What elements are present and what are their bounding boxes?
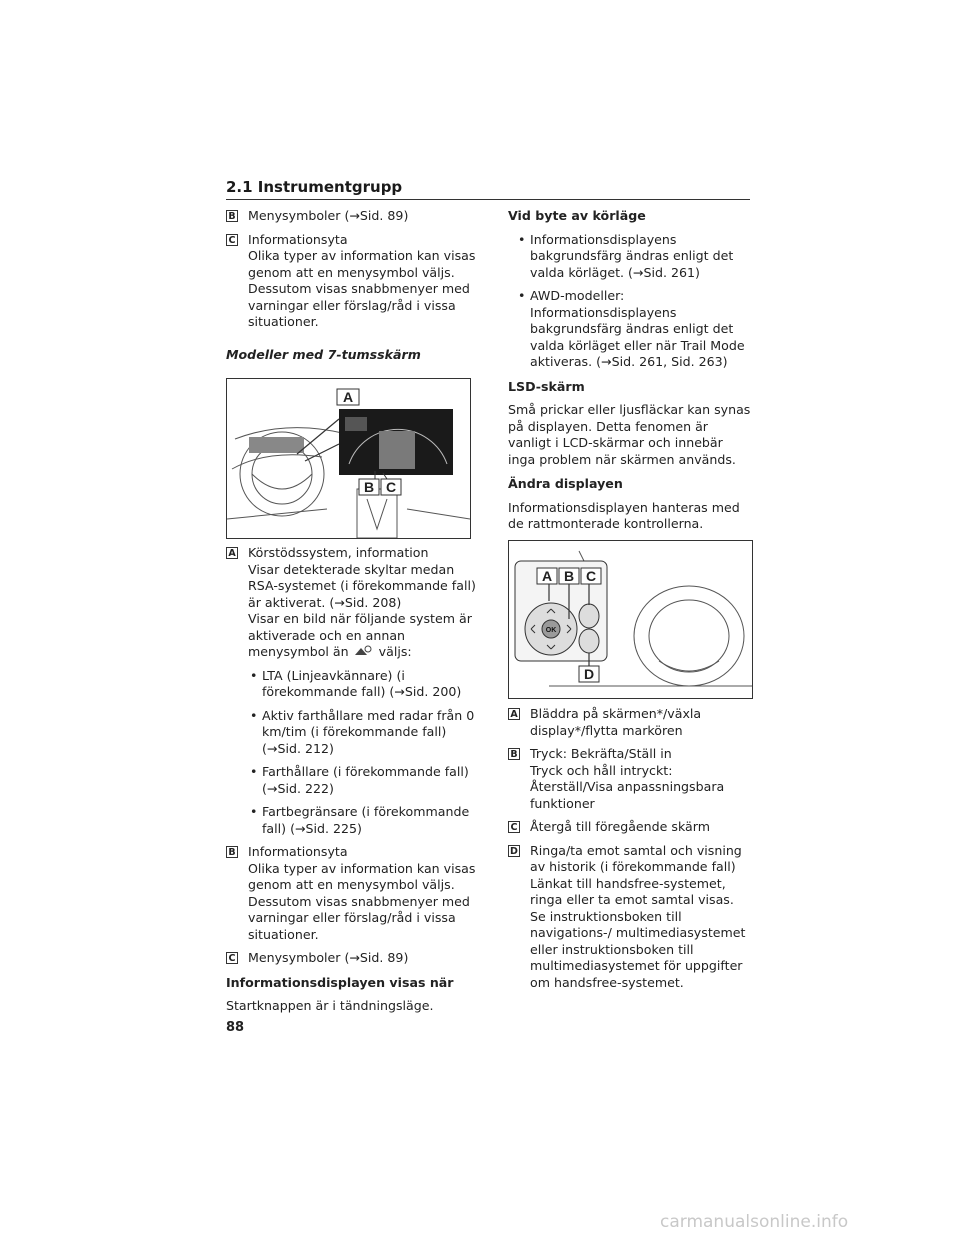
- driver-assist-icon: [353, 645, 375, 657]
- change-display-heading: Ändra displayen: [508, 476, 623, 491]
- bullet-cruise: • Farthållare (i förekommande fall) (→Sid. 222): [226, 764, 476, 797]
- left-column-lower: [226, 545, 476, 1022]
- figure-label-a: A: [342, 389, 354, 405]
- figure-label-a: A: [541, 568, 553, 584]
- item-d-phone: [508, 843, 753, 992]
- item-text: Ringa/ta emot samtal och visning av historik (i förekommande fall) Länkat till handsfree-systemet, ringa eller ta emot samtal visas. Se instruktionsboken till navigations-/ multimediasystemet eller instruktionsboken till multimediasystemet för uppgifter om handsfree-systemet.: [530, 842, 746, 990]
- bullet-lta: • LTA (Linjeavkännare) (i förekommande fall) (→Sid. 200): [226, 668, 476, 701]
- watermark: carmanualsonline.info: [660, 1212, 849, 1232]
- item-b-menu-symbols: [226, 208, 476, 225]
- bullet-speed-limiter: • Fartbegränsare (i förekommande fall) (→Sid. 225): [226, 804, 476, 837]
- figure-label-b: B: [563, 568, 575, 584]
- label-box-c: C: [226, 952, 238, 964]
- item-text: Olika typer av information kan visas genom att en menysymbol väljs. Dessutom visas snabbmenyer med varningar eller förslag/råd i vissa situationer.: [248, 860, 476, 942]
- item-text: Menysymboler (→Sid. 89): [248, 950, 409, 965]
- lsd-text: Små prickar eller ljusfläckar kan synas på displayen. Detta fenomen är vanligt i LCD-skärmar och innebär inga problem när skärmen används.: [508, 402, 751, 467]
- models-heading: Modeller med 7-tumsskärm: [226, 346, 421, 362]
- item-text: Bläddra på skärmen*/växla display*/flytta markören: [530, 706, 702, 738]
- label-box-b: B: [226, 846, 238, 858]
- bullet-awd: • AWD-modeller: Informationsdisplayens bakgrundsfärg ändras enligt det valda körläget eller när Trail Mode aktiveras. (→Sid. 261, Sid. 263): [508, 288, 753, 371]
- label-box-d: D: [508, 845, 520, 857]
- steering-controls-figure: [508, 540, 753, 699]
- instrument-cluster-figure: [226, 378, 471, 539]
- figure-label-b: B: [363, 479, 375, 495]
- item-a-scroll: [508, 706, 753, 739]
- item-c-information-area: [226, 232, 476, 331]
- item-title: Körstödssystem, information: [248, 545, 429, 560]
- item-b-information-area: [226, 844, 476, 943]
- figure-label-c: C: [585, 568, 597, 584]
- item-text-continued: [248, 611, 476, 661]
- drive-mode-heading: Vid byte av körläge: [508, 208, 646, 223]
- ok-button-label: OK: [545, 627, 557, 634]
- item-text-before: Visar en bild när följande system är aktiverade och en annan menysymbol än: [248, 611, 472, 659]
- item-a-driver-assist: [226, 545, 476, 661]
- label-box-c: C: [226, 234, 238, 246]
- page-number: 88: [226, 1020, 245, 1035]
- label-box-c: C: [508, 821, 520, 833]
- figure-label-c: C: [385, 479, 397, 495]
- label-box-a: A: [226, 547, 238, 559]
- bullet-adaptive-cruise: • Aktiv farthållare med radar från 0 km/tim (i förekommande fall) (→Sid. 212): [226, 708, 476, 758]
- lsd-heading: LSD-skärm: [508, 378, 585, 394]
- info-display-text: Startknappen är i tändningsläge.: [226, 998, 434, 1013]
- item-title: Informationsyta: [248, 231, 348, 247]
- change-display-text: Informationsdisplayen hanteras med de rattmonterade kontrollerna.: [508, 499, 740, 531]
- figure-label-d: D: [583, 666, 595, 682]
- info-display-heading: Informationsdisplayen visas när: [226, 974, 454, 990]
- label-box-b: B: [508, 748, 520, 760]
- item-text-line1: Tryck: Bekräfta/Ställ in: [530, 746, 672, 761]
- item-title: Informationsyta: [248, 844, 348, 859]
- right-column-lower: [508, 706, 753, 998]
- item-text-after: väljs:: [378, 644, 412, 659]
- item-c-menu-symbols: [226, 950, 476, 967]
- item-text: Visar detekterade skyltar medan RSA-systemet (i förekommande fall) är aktiverat. (→Sid. 208): [248, 561, 476, 610]
- item-text: Olika typer av information kan visas genom att en menysymbol väljs. Dessutom visas snabbmenyer med varningar eller förslag/råd i vissa situationer.: [248, 248, 476, 329]
- right-column: [508, 208, 753, 540]
- label-box-a: A: [508, 708, 520, 720]
- left-column: [226, 208, 476, 373]
- label-box-b: B: [226, 210, 238, 222]
- item-c-back: [508, 819, 753, 836]
- item-text: Menysymboler (→Sid. 89): [248, 208, 409, 223]
- item-text: Återgå till föregående skärm: [530, 819, 710, 834]
- bullet-drive-mode: • Informationsdisplayens bakgrundsfärg ändras enligt det valda körläget. (→Sid. 261): [508, 232, 753, 282]
- item-text-line2: Tryck och håll intryckt: Återställ/Visa anpassningsbara funktioner: [530, 762, 725, 811]
- section-title: 2.1 Instrumentgrupp: [226, 178, 750, 200]
- item-b-confirm: [508, 746, 753, 812]
